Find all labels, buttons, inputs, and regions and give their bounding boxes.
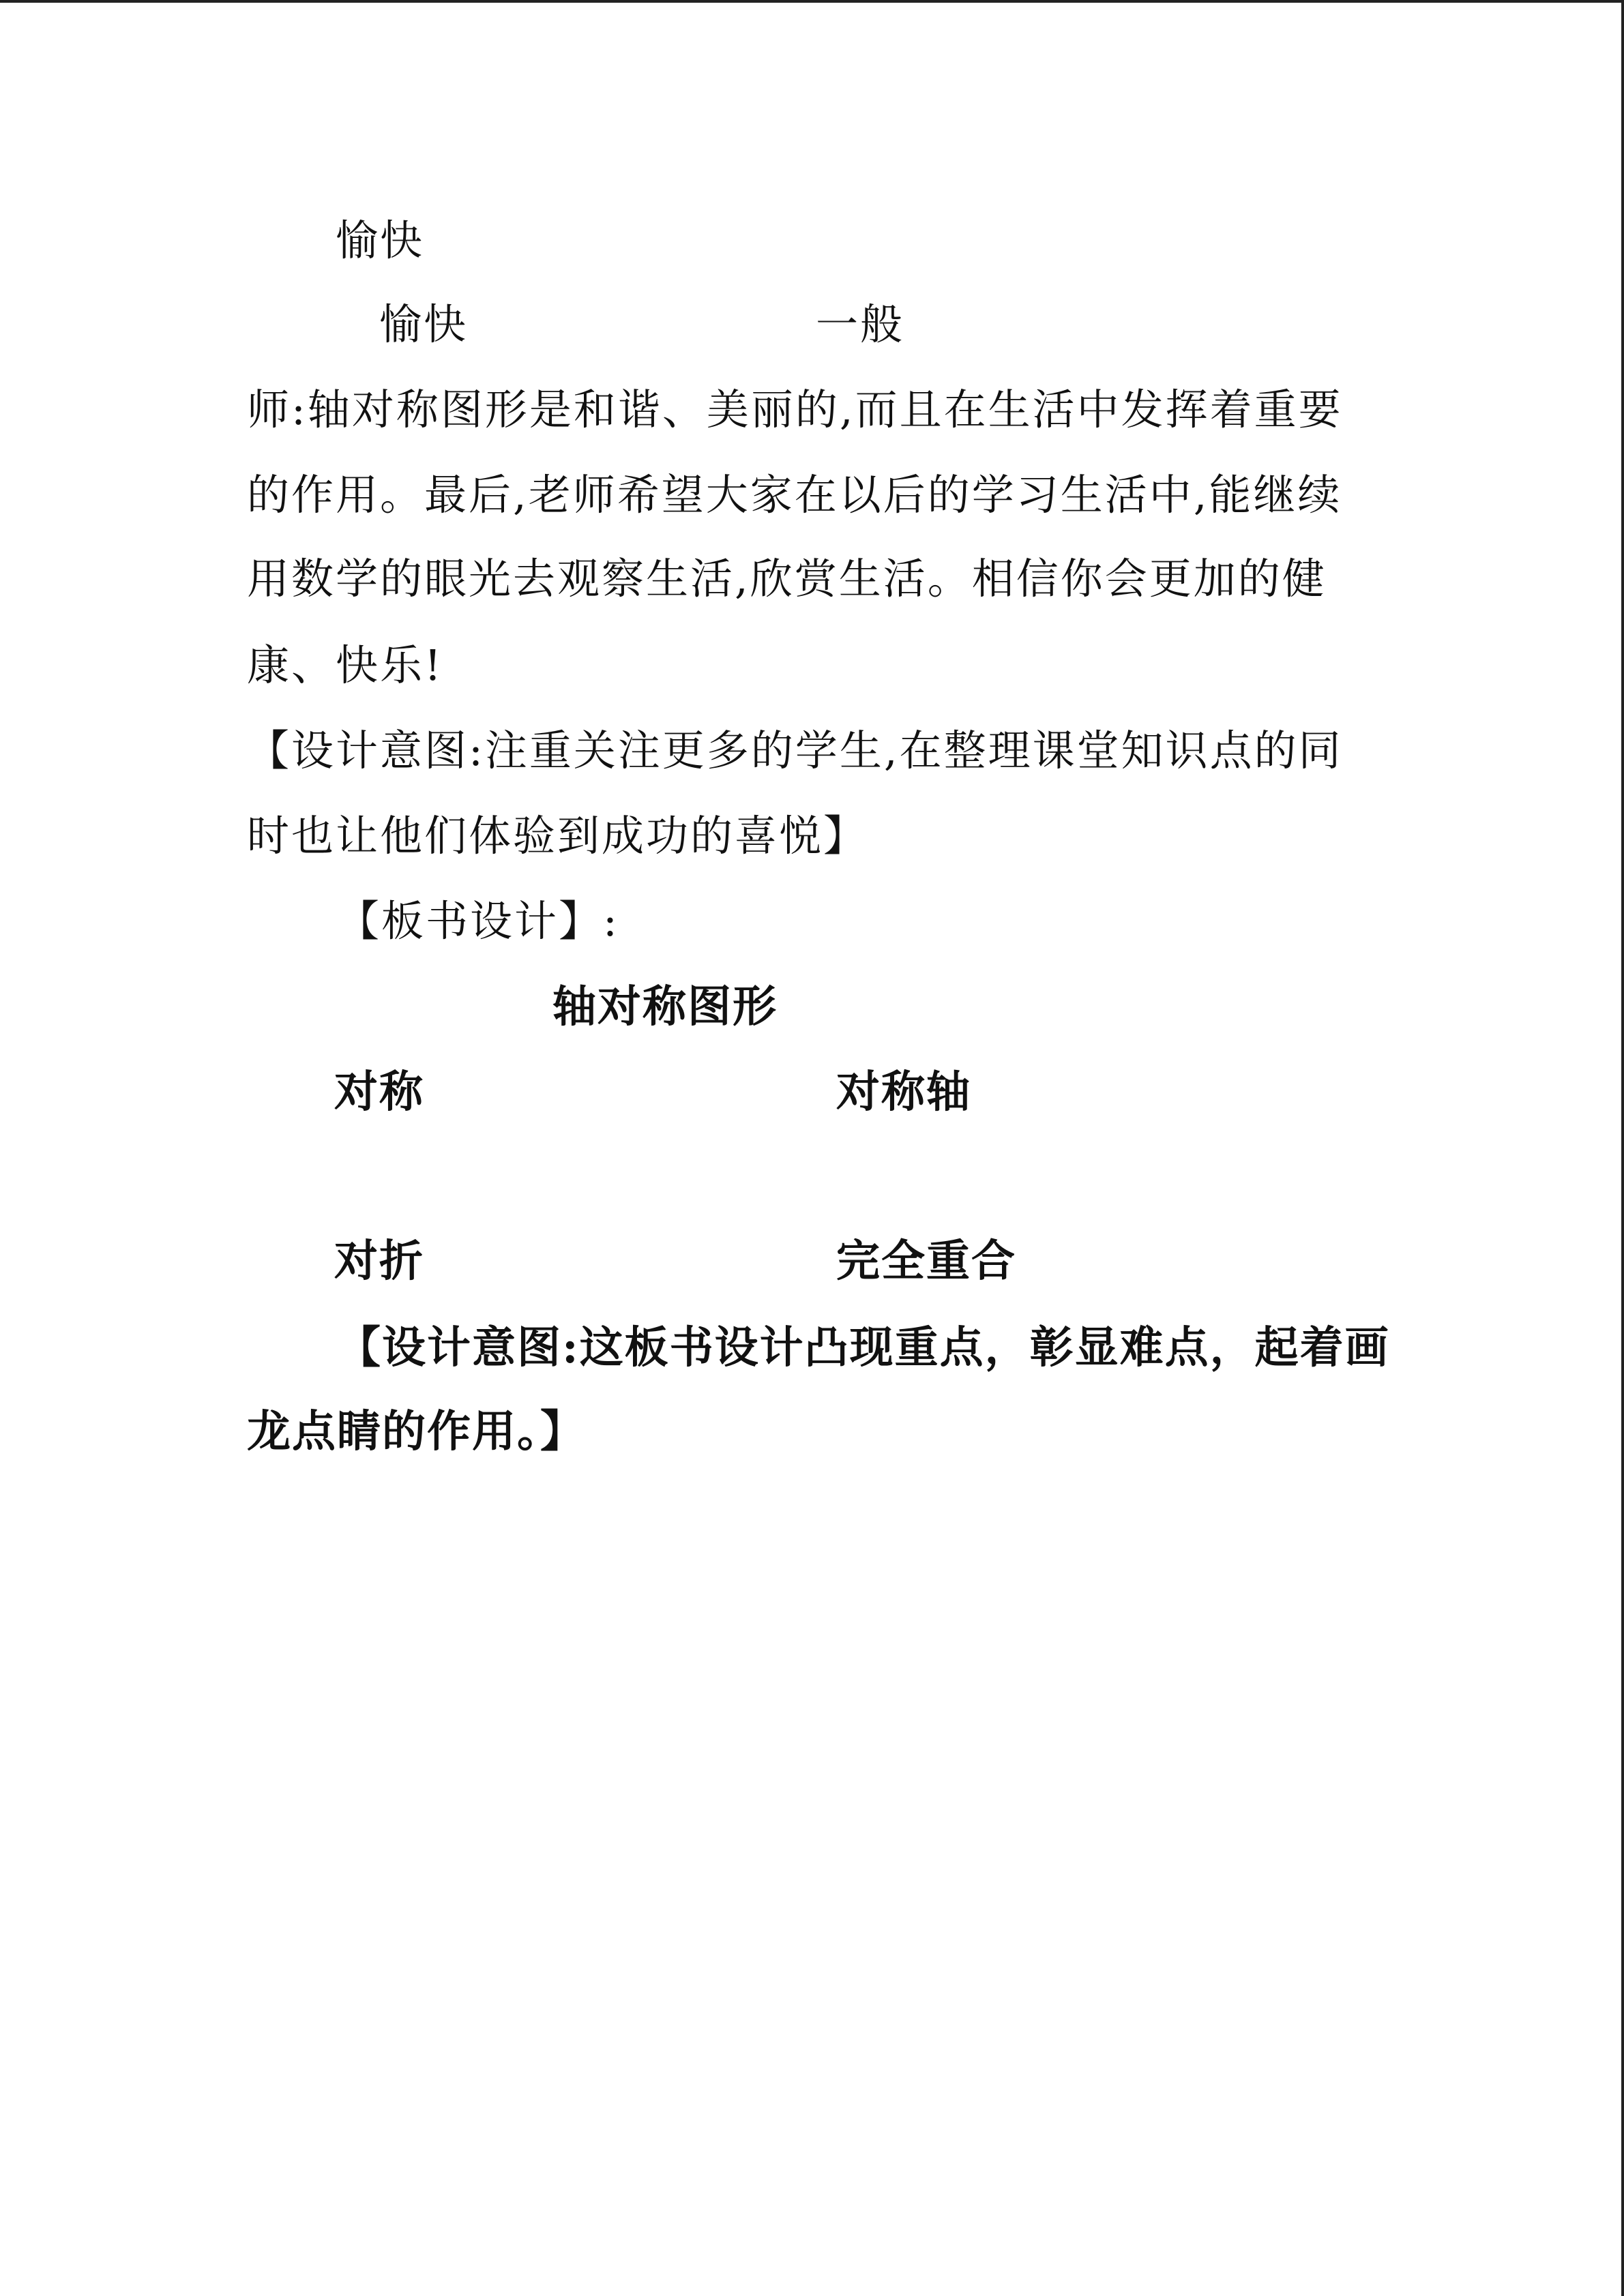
paragraph-line: 的作用。最后,老师希望大家在以后的学习生活中,能继续 — [247, 470, 1342, 520]
board-item-overlap: 完全重合 — [836, 1236, 1016, 1287]
page-border-right — [1621, 0, 1624, 2296]
board-item-symmetry: 对称 — [334, 1067, 424, 1118]
design-intent-line: 龙点睛的作用。】 — [247, 1406, 585, 1457]
board-item-fold: 对折 — [334, 1236, 424, 1287]
board-design-heading: 【板书设计】: — [337, 896, 619, 946]
design-intent-line: 【设计意图:注重关注更多的学生,在整理课堂知识点的同 — [247, 726, 1343, 775]
design-intent-line: 时也让他们体验到成功的喜悦】 — [247, 811, 868, 861]
survey-option-normal: 一般 — [816, 299, 905, 349]
design-intent-line: 【设计意图:这板书设计凸现重点，彰显难点，起着画 — [337, 1322, 1390, 1373]
survey-option-happy: 愉快 — [336, 215, 425, 265]
page-border-top — [0, 0, 1624, 3]
paragraph-line: 用数学的眼光去观察生活,欣赏生活。相信你会更加的健 — [247, 554, 1327, 603]
survey-option-happy-2: 愉快 — [379, 299, 469, 349]
paragraph-line: 康、快乐! — [247, 640, 443, 690]
board-title: 轴对称图形 — [552, 981, 778, 1032]
board-item-axis: 对称轴 — [836, 1067, 971, 1118]
paragraph-line: 师:轴对称图形是和谐、美丽的,而且在生活中发挥着重要 — [247, 385, 1343, 434]
